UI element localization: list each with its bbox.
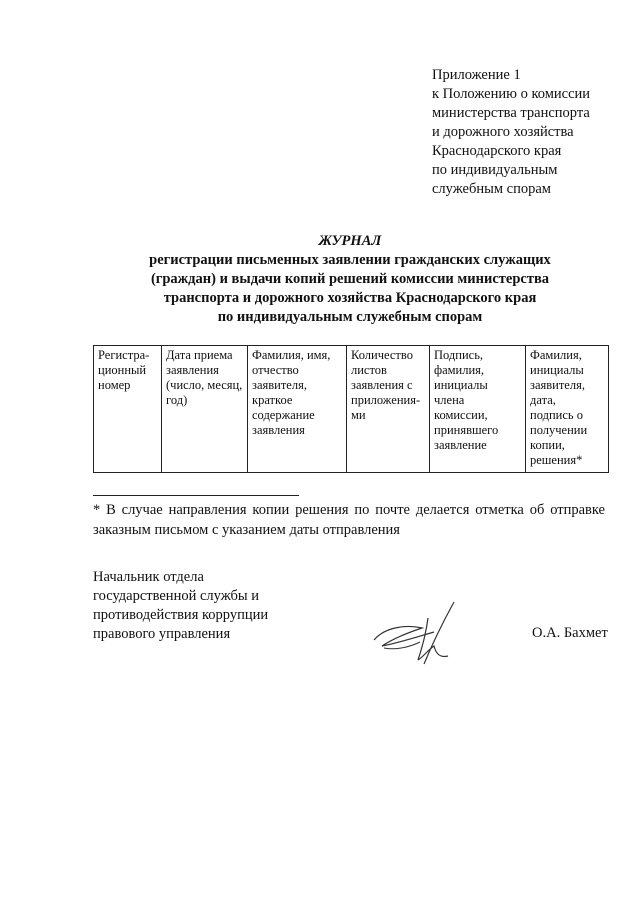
header-text: получении xyxy=(530,423,588,437)
handwritten-signature xyxy=(364,598,474,668)
header-text: заявления xyxy=(166,363,219,377)
title-line: регистрации письменных заявлении гражданских служащих xyxy=(149,252,551,268)
header-text: краткое xyxy=(252,393,293,407)
header-text: заявления с xyxy=(351,378,413,392)
title-main: ЖУРНАЛ xyxy=(318,233,382,249)
position-line: противодействия коррупции xyxy=(93,607,269,623)
header-text: Подпись, xyxy=(434,348,484,362)
header-text: приложения- xyxy=(351,393,421,407)
appendix-header xyxy=(432,66,632,199)
header-text: содержание xyxy=(252,408,315,422)
column-commission-member-signature xyxy=(430,346,526,473)
header-text: принявшего xyxy=(434,423,499,437)
document-title xyxy=(60,232,640,327)
position-line: государственной службы и xyxy=(93,588,260,604)
column-registration-number xyxy=(94,346,162,473)
appendix-line: Приложение 1 xyxy=(432,67,521,83)
header-text: Фамилия, xyxy=(530,348,582,362)
header-text: фамилия, xyxy=(434,363,485,377)
title-line: по индивидуальным служебным спорам xyxy=(217,309,483,325)
header-text: инициалы xyxy=(434,378,488,392)
appendix-line: к Положению о комиссии xyxy=(432,86,591,102)
title-line: транспорта и дорожного хозяйства Краснодарского края xyxy=(163,290,537,306)
column-applicant-name xyxy=(248,346,347,473)
appendix-line: по индивидуальным xyxy=(432,162,558,178)
footnote-divider xyxy=(93,495,299,496)
header-text: ми xyxy=(351,408,366,422)
position-line: правового управления xyxy=(93,626,231,642)
header-text: дата, xyxy=(530,393,556,407)
position-line: Начальник отдела xyxy=(93,569,204,585)
column-receipt-date xyxy=(162,346,248,473)
header-text: год) xyxy=(166,393,188,407)
title-line: (граждан) и выдачи копий решений комиссии министерства xyxy=(150,271,550,287)
header-text: копии, xyxy=(530,438,565,452)
header-text: ционный xyxy=(98,363,147,377)
header-text: заявителя, xyxy=(252,378,307,392)
column-sheet-count xyxy=(347,346,430,473)
signer-name: О.А. Бахмет xyxy=(532,625,608,641)
header-text: номер xyxy=(98,378,131,392)
header-text: (число, месяц, xyxy=(166,378,243,392)
header-text: Фамилия, имя, xyxy=(252,348,331,362)
header-text: отчество xyxy=(252,363,299,377)
header-text: листов xyxy=(351,363,387,377)
footnote: * В случае направления копии решения по почте делается отметка об отправке заказным письмом с указанием даты отправления xyxy=(93,502,605,538)
header-text: заявителя, xyxy=(530,378,585,392)
header-text: инициалы xyxy=(530,363,584,377)
appendix-line: служебным спорам xyxy=(432,181,551,197)
appendix-line: и дорожного хозяйства xyxy=(432,124,574,140)
header-text: заявления xyxy=(252,423,305,437)
appendix-line: Краснодарского края xyxy=(432,143,562,159)
header-text: Регистра- xyxy=(98,348,150,362)
table-header-row xyxy=(94,346,609,473)
header-text: Количество xyxy=(351,348,413,362)
header-text: Дата приема xyxy=(166,348,233,362)
header-text: члена xyxy=(434,393,465,407)
signature-block xyxy=(93,568,353,644)
appendix-line: министерства транспорта xyxy=(432,105,590,121)
journal-table xyxy=(93,345,609,473)
header-text: решения* xyxy=(530,453,583,467)
header-text: подпись о xyxy=(530,408,583,422)
header-text: заявление xyxy=(434,438,487,452)
column-copy-receipt xyxy=(526,346,609,473)
header-text: комиссии, xyxy=(434,408,488,422)
